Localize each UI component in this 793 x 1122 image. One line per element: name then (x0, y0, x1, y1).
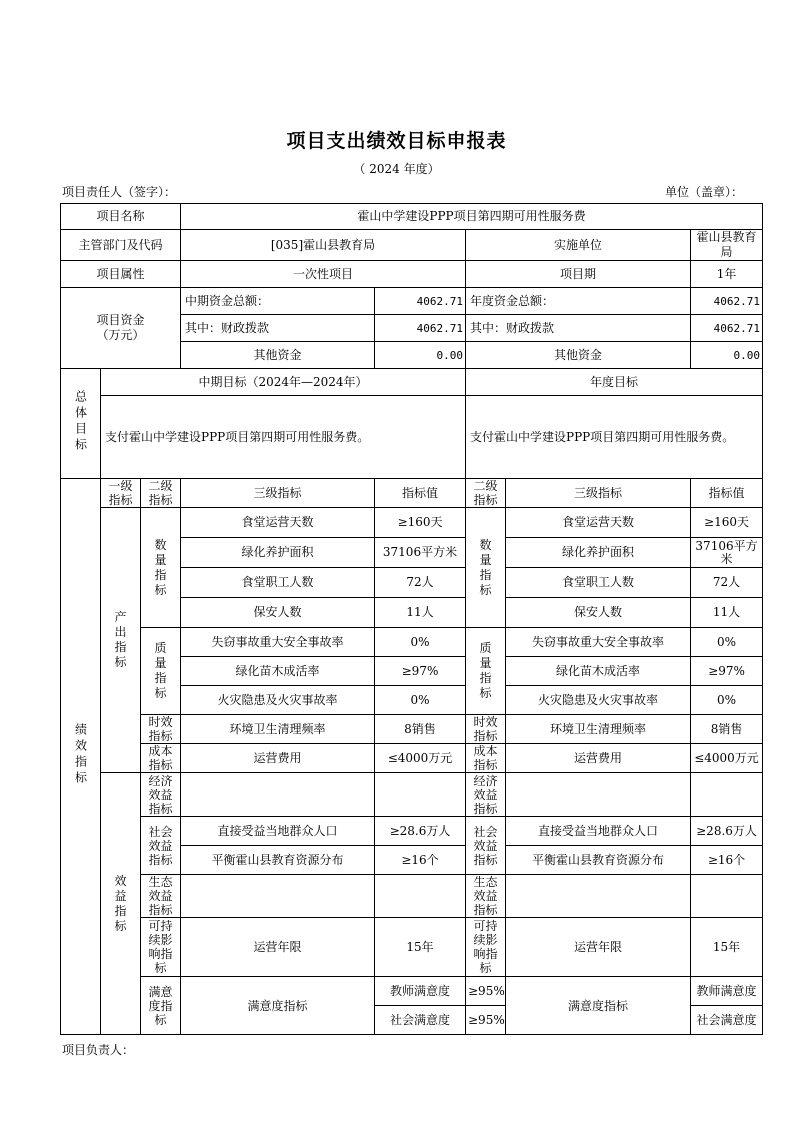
report-year: （ 2024 年度） (353, 162, 440, 176)
col-level2-header: 二级指标 (141, 479, 181, 508)
project-name-value: 霍山中学建设PPP项目第四期可用性服务费 (181, 204, 763, 230)
indicator-name: 直接受益当地群众人口 (181, 817, 375, 846)
indicator-name: 失窃事故重大安全事故率 (181, 628, 375, 657)
indicator-name-year: 运营费用 (506, 744, 691, 773)
benefit-indicators-label: 效益指标 (101, 773, 141, 1035)
indicator-name: 运营年限 (181, 918, 375, 977)
indicator-value-year: 37106平方米 (691, 538, 763, 568)
indicator-value (375, 875, 466, 918)
indicator-name-year: 绿化养护面积 (506, 538, 691, 568)
quality-indicators-label-year: 质量指标 (466, 628, 506, 715)
indicator-value-year: ≥97% (691, 657, 763, 686)
indicator-name-year: 保安人数 (506, 598, 691, 628)
sustainability-indicators-label: 可持续影响指标 (141, 918, 181, 977)
project-funds-label: 项目资金 （万元） (61, 288, 181, 369)
indicator-value-year: ≥160天 (691, 508, 763, 538)
project-owner-label: 项目负责人： (62, 1043, 135, 1057)
indicator-name: 教师满意度 (375, 977, 466, 1006)
indicator-value: ≥16个 (375, 846, 466, 875)
indicator-name-year: 绿化苗木成活率 (506, 657, 691, 686)
indicator-name: 环境卫生清理频率 (181, 715, 375, 744)
col-level3-header-year: 三级指标 (506, 479, 691, 508)
year-total-label: 年度资金总额： (466, 288, 691, 315)
indicator-name: 运营费用 (181, 744, 375, 773)
indicator-value-year: 15年 (691, 918, 763, 977)
cost-indicators-label: 成本指标 (141, 744, 181, 773)
timeliness-indicators-label-year: 时效指标 (466, 715, 506, 744)
col-value-header: 指标值 (375, 479, 466, 508)
indicator-name (181, 773, 375, 817)
indicator-value: 0% (375, 628, 466, 657)
indicator-name-year (506, 875, 691, 918)
output-indicators-label: 产出指标 (101, 508, 141, 773)
indicator-value: ≥28.6万人 (375, 817, 466, 846)
indicator-value: ≤4000万元 (375, 744, 466, 773)
indicator-name: 平衡霍山县教育资源分布 (181, 846, 375, 875)
responsible-signature-label: 项目责任人（签字）： (62, 185, 177, 199)
unit-seal-label: 单位（盖章）： (664, 185, 743, 199)
project-attr-value: 一次性项目 (181, 261, 466, 288)
mid-goal-text: 支付霍山中学建设PPP项目第四期可用性服务费。 (101, 396, 466, 479)
indicator-value: ≥160天 (375, 508, 466, 538)
indicator-name-year: 社会满意度 (691, 1006, 763, 1035)
indicator-name: 火灾隐患及火灾事故率 (181, 686, 375, 715)
indicator-value: ≥95% (466, 1006, 506, 1035)
indicator-name: 食堂运营天数 (181, 508, 375, 538)
indicator-name-year (506, 773, 691, 817)
indicator-name: 食堂职工人数 (181, 568, 375, 598)
indicator-name-year: 食堂职工人数 (506, 568, 691, 598)
indicator-name (181, 875, 375, 918)
impl-unit-value: 霍山县教育局 (691, 230, 763, 261)
sustainability-indicators-label-year: 可持续影响指标 (466, 918, 506, 977)
quantity-indicators-label: 数量指标 (141, 508, 181, 628)
col-level3-header: 三级指标 (181, 479, 375, 508)
satisfaction-sub-label: 满意度指标 (181, 977, 375, 1035)
mid-fiscal-label: 其中：财政拨款 (181, 315, 375, 342)
project-attr-label: 项目属性 (61, 261, 181, 288)
indicator-value: 0% (375, 686, 466, 715)
impl-unit-label: 实施单位 (466, 230, 691, 261)
year-goal-text: 支付霍山中学建设PPP项目第四期可用性服务费。 (466, 396, 763, 479)
dept-code-value: [035]霍山县教育局 (181, 230, 466, 261)
indicator-value: ≥95% (466, 977, 506, 1006)
mid-total-value: 4062.71 (375, 288, 466, 315)
year-total-value: 4062.71 (691, 288, 763, 315)
dept-code-label: 主管部门及代码 (61, 230, 181, 261)
indicator-name: 社会满意度 (375, 1006, 466, 1035)
indicator-value: ≥97% (375, 657, 466, 686)
indicator-value (375, 773, 466, 817)
performance-target-form (60, 203, 763, 1035)
social-indicators-label: 社会效益指标 (141, 817, 181, 875)
mid-fiscal-value: 4062.71 (375, 315, 466, 342)
indicator-value: 72人 (375, 568, 466, 598)
indicator-value-year: ≥16个 (691, 846, 763, 875)
indicator-name-year: 平衡霍山县教育资源分布 (506, 846, 691, 875)
satisfaction-indicators-label: 满意度指标 (141, 977, 181, 1035)
indicator-value: 11人 (375, 598, 466, 628)
social-indicators-label-year: 社会效益指标 (466, 817, 506, 875)
mid-other-value: 0.00 (375, 342, 466, 369)
quantity-indicators-label-year: 数量指标 (466, 508, 506, 628)
performance-indicators-label: 绩效指标 (61, 479, 101, 1035)
ecological-indicators-label: 生态效益指标 (141, 875, 181, 918)
indicator-value-year (691, 773, 763, 817)
indicator-name-year: 食堂运营天数 (506, 508, 691, 538)
indicator-name: 保安人数 (181, 598, 375, 628)
indicator-name-year: 教师满意度 (691, 977, 763, 1006)
indicator-value: 8销售 (375, 715, 466, 744)
cost-indicators-label-year: 成本指标 (466, 744, 506, 773)
economic-indicators-label: 经济效益指标 (141, 773, 181, 817)
indicator-value-year: ≤4000万元 (691, 744, 763, 773)
indicator-value-year: 8销售 (691, 715, 763, 744)
mid-goal-header: 中期目标（2024年—2024年） (101, 369, 466, 396)
satisfaction-sub-label-year: 满意度指标 (506, 977, 691, 1035)
indicator-value-year: 72人 (691, 568, 763, 598)
col-value-header-year: 指标值 (691, 479, 763, 508)
overall-goal-label: 总体目标 (61, 369, 101, 479)
mid-total-label: 中期资金总额： (181, 288, 375, 315)
indicator-value-year (691, 875, 763, 918)
indicator-name-year: 失窃事故重大安全事故率 (506, 628, 691, 657)
page-title: 项目支出绩效目标申报表 (286, 130, 507, 152)
year-goal-header: 年度目标 (466, 369, 763, 396)
col-level1-header: 一级指标 (101, 479, 141, 508)
project-period-label: 项目期 (466, 261, 691, 288)
indicator-name: 绿化苗木成活率 (181, 657, 375, 686)
quality-indicators-label: 质量指标 (141, 628, 181, 715)
indicator-name-year: 直接受益当地群众人口 (506, 817, 691, 846)
project-name-label: 项目名称 (61, 204, 181, 230)
mid-other-label: 其他资金 (181, 342, 375, 369)
economic-indicators-label-year: 经济效益指标 (466, 773, 506, 817)
indicator-name-year: 运营年限 (506, 918, 691, 977)
indicator-name-year: 环境卫生清理频率 (506, 715, 691, 744)
year-other-label: 其他资金 (466, 342, 691, 369)
timeliness-indicators-label: 时效指标 (141, 715, 181, 744)
indicator-name-year: 火灾隐患及火灾事故率 (506, 686, 691, 715)
project-period-value: 1年 (691, 261, 763, 288)
indicator-value: 15年 (375, 918, 466, 977)
indicator-value: 37106平方米 (375, 538, 466, 568)
col-level2-header-year: 二级指标 (466, 479, 506, 508)
indicator-value-year: 0% (691, 686, 763, 715)
year-fiscal-label: 其中：财政拨款 (466, 315, 691, 342)
indicator-value-year: ≥28.6万人 (691, 817, 763, 846)
indicator-value-year: 0% (691, 628, 763, 657)
ecological-indicators-label-year: 生态效益指标 (466, 875, 506, 918)
year-other-value: 0.00 (691, 342, 763, 369)
indicator-name: 绿化养护面积 (181, 538, 375, 568)
indicator-value-year: 11人 (691, 598, 763, 628)
year-fiscal-value: 4062.71 (691, 315, 763, 342)
